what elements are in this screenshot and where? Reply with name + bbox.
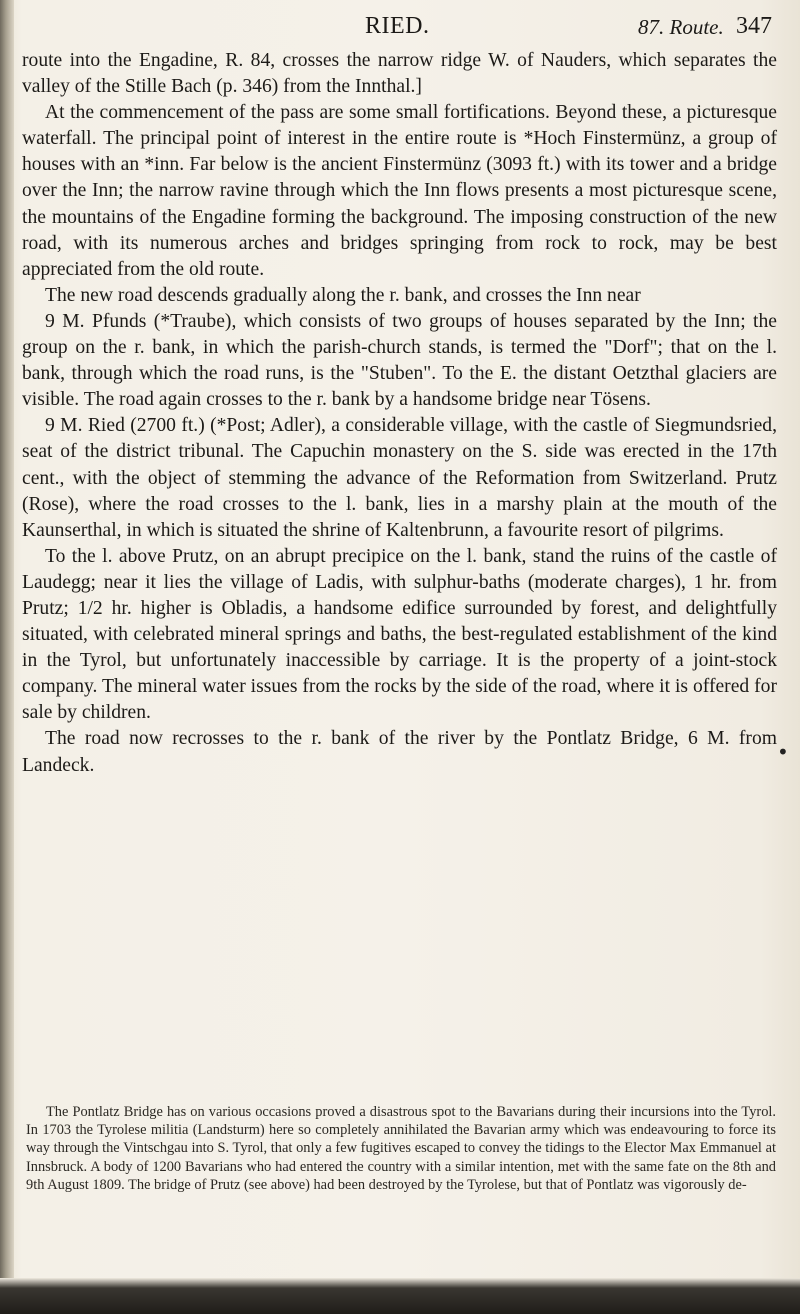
- paragraph: 9 M. Pfunds (*Traube), which consists of two groups of houses separated by the Inn; the group on the r. bank, in which the parish-church stands, is termed the "Dorf"; that on the l. bank, through which the road runs, is the "Stuben". To the E. the distant Oetzthal glaciers are visible. The road again crosses to the r. bank by a handsome bridge near Tösens.: [22, 310, 777, 411]
- paragraph: 9 M. Ried (2700 ft.) (*Post; Adler), a considerable village, with the castle of Siegmundsried, seat of the district tribunal. The Capuchin monastery on the S. side was erected in the 17th cent., with the object of stemming the advance of the Reformation from Switzerland. Prutz (Rose), where the road crosses to the l. bank, lies in a marshy plain at the mouth of the Kaunserthal, in which is situated the shrine of Kaltenbrunn, a favourite resort of pilgrims.: [22, 415, 777, 541]
- page-header: [0, 13, 800, 43]
- route-reference: 87. Route.: [638, 15, 724, 39]
- footnote-text: The Pontlatz Bridge has on various occasions proved a disastrous spot to the Bavarians during their incursions into the Tyrol. In 1703 the Tyrolese militia (Landsturm) here so completely annihilated the Bavarian army which was endeavouring to force its way through the Vintschgau into S. Tyrol, that only a few fugitives escaped to convey the tidings to the Elector Max Emmanuel at Innsbruck. A body of 1200 Bavarians who had entered the country with a similar intention, met with the same fate on the 8th and 9th August 1809. The bridge of Prutz (see above) had been destroyed by the Tyrolese, but that of Pontlatz was vigorously de-: [26, 1104, 776, 1193]
- body-text: [22, 48, 777, 779]
- ink-mark-icon: •: [777, 740, 789, 764]
- paragraph: To the l. above Prutz, on an abrupt precipice on the l. bank, stand the ruins of the castle of Laudegg; near it lies the village of Ladis, with sulphur-baths (moderate charges), 1 hr. from Prutz; 1/2 hr. higher is Obladis, a handsome edifice surrounded by forest, and delightfully situated, with celebrated mineral springs and baths, the best-regulated establishment of the kind in the Tyrol, but unfortunately inaccessible by carriage. It is the property of a joint-stock company. The mineral water issues from the rocks by the side of the road, where it is offered for sale by children.: [22, 545, 777, 724]
- page-number: 347: [736, 13, 772, 39]
- page-bottom-edge: [0, 1278, 800, 1314]
- paragraph: route into the Engadine, R. 84, crosses the narrow ridge W. of Nauders, which separates the valley of the Stille Bach (p. 346) from the Innthal.]: [22, 50, 777, 98]
- paragraph: At the commencement of the pass are some small fortifications. Beyond these, a picturesque waterfall. The principal point of interest in the entire route is *Hoch Finstermünz, a group of houses with an *inn. Far below is the ancient Finstermünz (3093 ft.) with its tower and a bridge over the Inn; the narrow ravine through which the Inn flows presents a most picturesque scene, the mountains of the Engadine forming the background. The imposing construction of the new road, with its numerous arches and bridges springing from rock to rock, may be best appreciated from the old route.: [22, 102, 777, 280]
- paragraph: The road now recrosses to the r. bank of the river by the Pontlatz Bridge, 6 M. from Landeck.: [22, 728, 777, 776]
- page-gutter-shadow: [0, 0, 14, 1314]
- running-head: RIED.: [365, 13, 430, 39]
- paragraph: The new road descends gradually along the r. bank, and crosses the Inn near: [45, 284, 641, 306]
- footnote: [26, 1103, 776, 1194]
